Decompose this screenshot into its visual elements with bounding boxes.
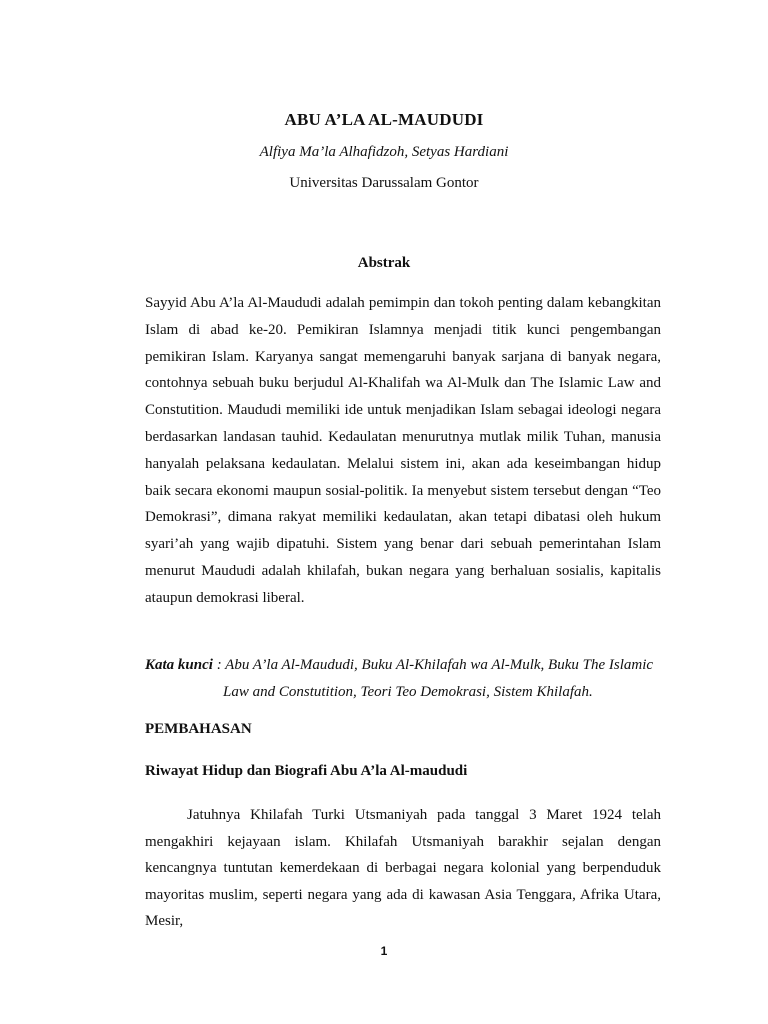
- body-paragraph: [145, 802, 661, 935]
- abstract-body: [145, 290, 661, 612]
- paper-title: ABU A’LA AL-MAUDUDI: [284, 110, 484, 129]
- page-number: 1: [380, 944, 388, 958]
- paper-authors: Alfiya Ma’la Alhafidzoh, Setyas Hardiani: [259, 144, 509, 160]
- keywords-label: Kata kunci: [145, 657, 213, 673]
- abstract-heading: Abstrak: [357, 255, 411, 271]
- subsection-heading: Riwayat Hidup dan Biografi Abu A’la Al-maududi: [145, 763, 468, 779]
- body-paragraph-text: Jatuhnya Khilafah Turki Utsmaniyah pada tanggal 3 Maret 1924 telah mengakhiri kejayaan islam. Khilafah Utsmaniyah barakhir sejalan dengan kencangnya tuntutan kemerdekaan di berbagai negara kolonial yang berpenduduk mayoritas muslim, seperti negara yang ada di kawasan Asia Tenggara, Afrika Utara, Mesir,: [145, 807, 661, 929]
- abstract-text: Sayyid Abu A’la Al-Maududi adalah pemimpin dan tokoh penting dalam kebangkitan Islam di abad ke-20. Pemikiran Islamnya menjadi titik kunci pengembangan pemikiran Islam. Karyanya sangat memengaruhi banyak sarjana di banyak negara, contohnya sebuah buku berjudul Al-Khalifah wa Al-Mulk dan The Islamic Law and Constutition. Maududi memiliki ide untuk menjadikan Islam sebagai ideologi negara berdasarkan landasan tauhid. Kedaulatan menurutnya mutlak milik Tuhan, manusia hanyalah pelaksana kedaulatan. Melalui sistem ini, akan ada keseimbangan hidup baik secara ekonomi maupun sosial-politik. Ia menyebut sistem tersebut dengan “Teo Demokrasi”, dimana rakyat memiliki kedaulatan, akan tetapi dibatasi oleh hukum syari’ah yang wajib dipatuhi. Sistem yang benar dari sebuah pemerintahan Islam menurut Maududi adalah khilafah, bukan negara yang berhaluan sosialis, kapitalis ataupun demokrasi liberal.: [145, 295, 661, 606]
- keywords-text-1: : Abu A’la Al-Maududi, Buku Al-Khilafah wa Al-Mulk, Buku The Islamic: [212, 657, 654, 673]
- section-heading: PEMBAHASAN: [145, 721, 252, 737]
- paper-affiliation: Universitas Darussalam Gontor: [289, 175, 479, 191]
- keywords-block: [145, 652, 661, 706]
- keywords-line-1: [145, 652, 661, 679]
- keywords-line-2: Law and Constutition, Teori Teo Demokrasi, Sistem Khilafah.: [223, 684, 593, 700]
